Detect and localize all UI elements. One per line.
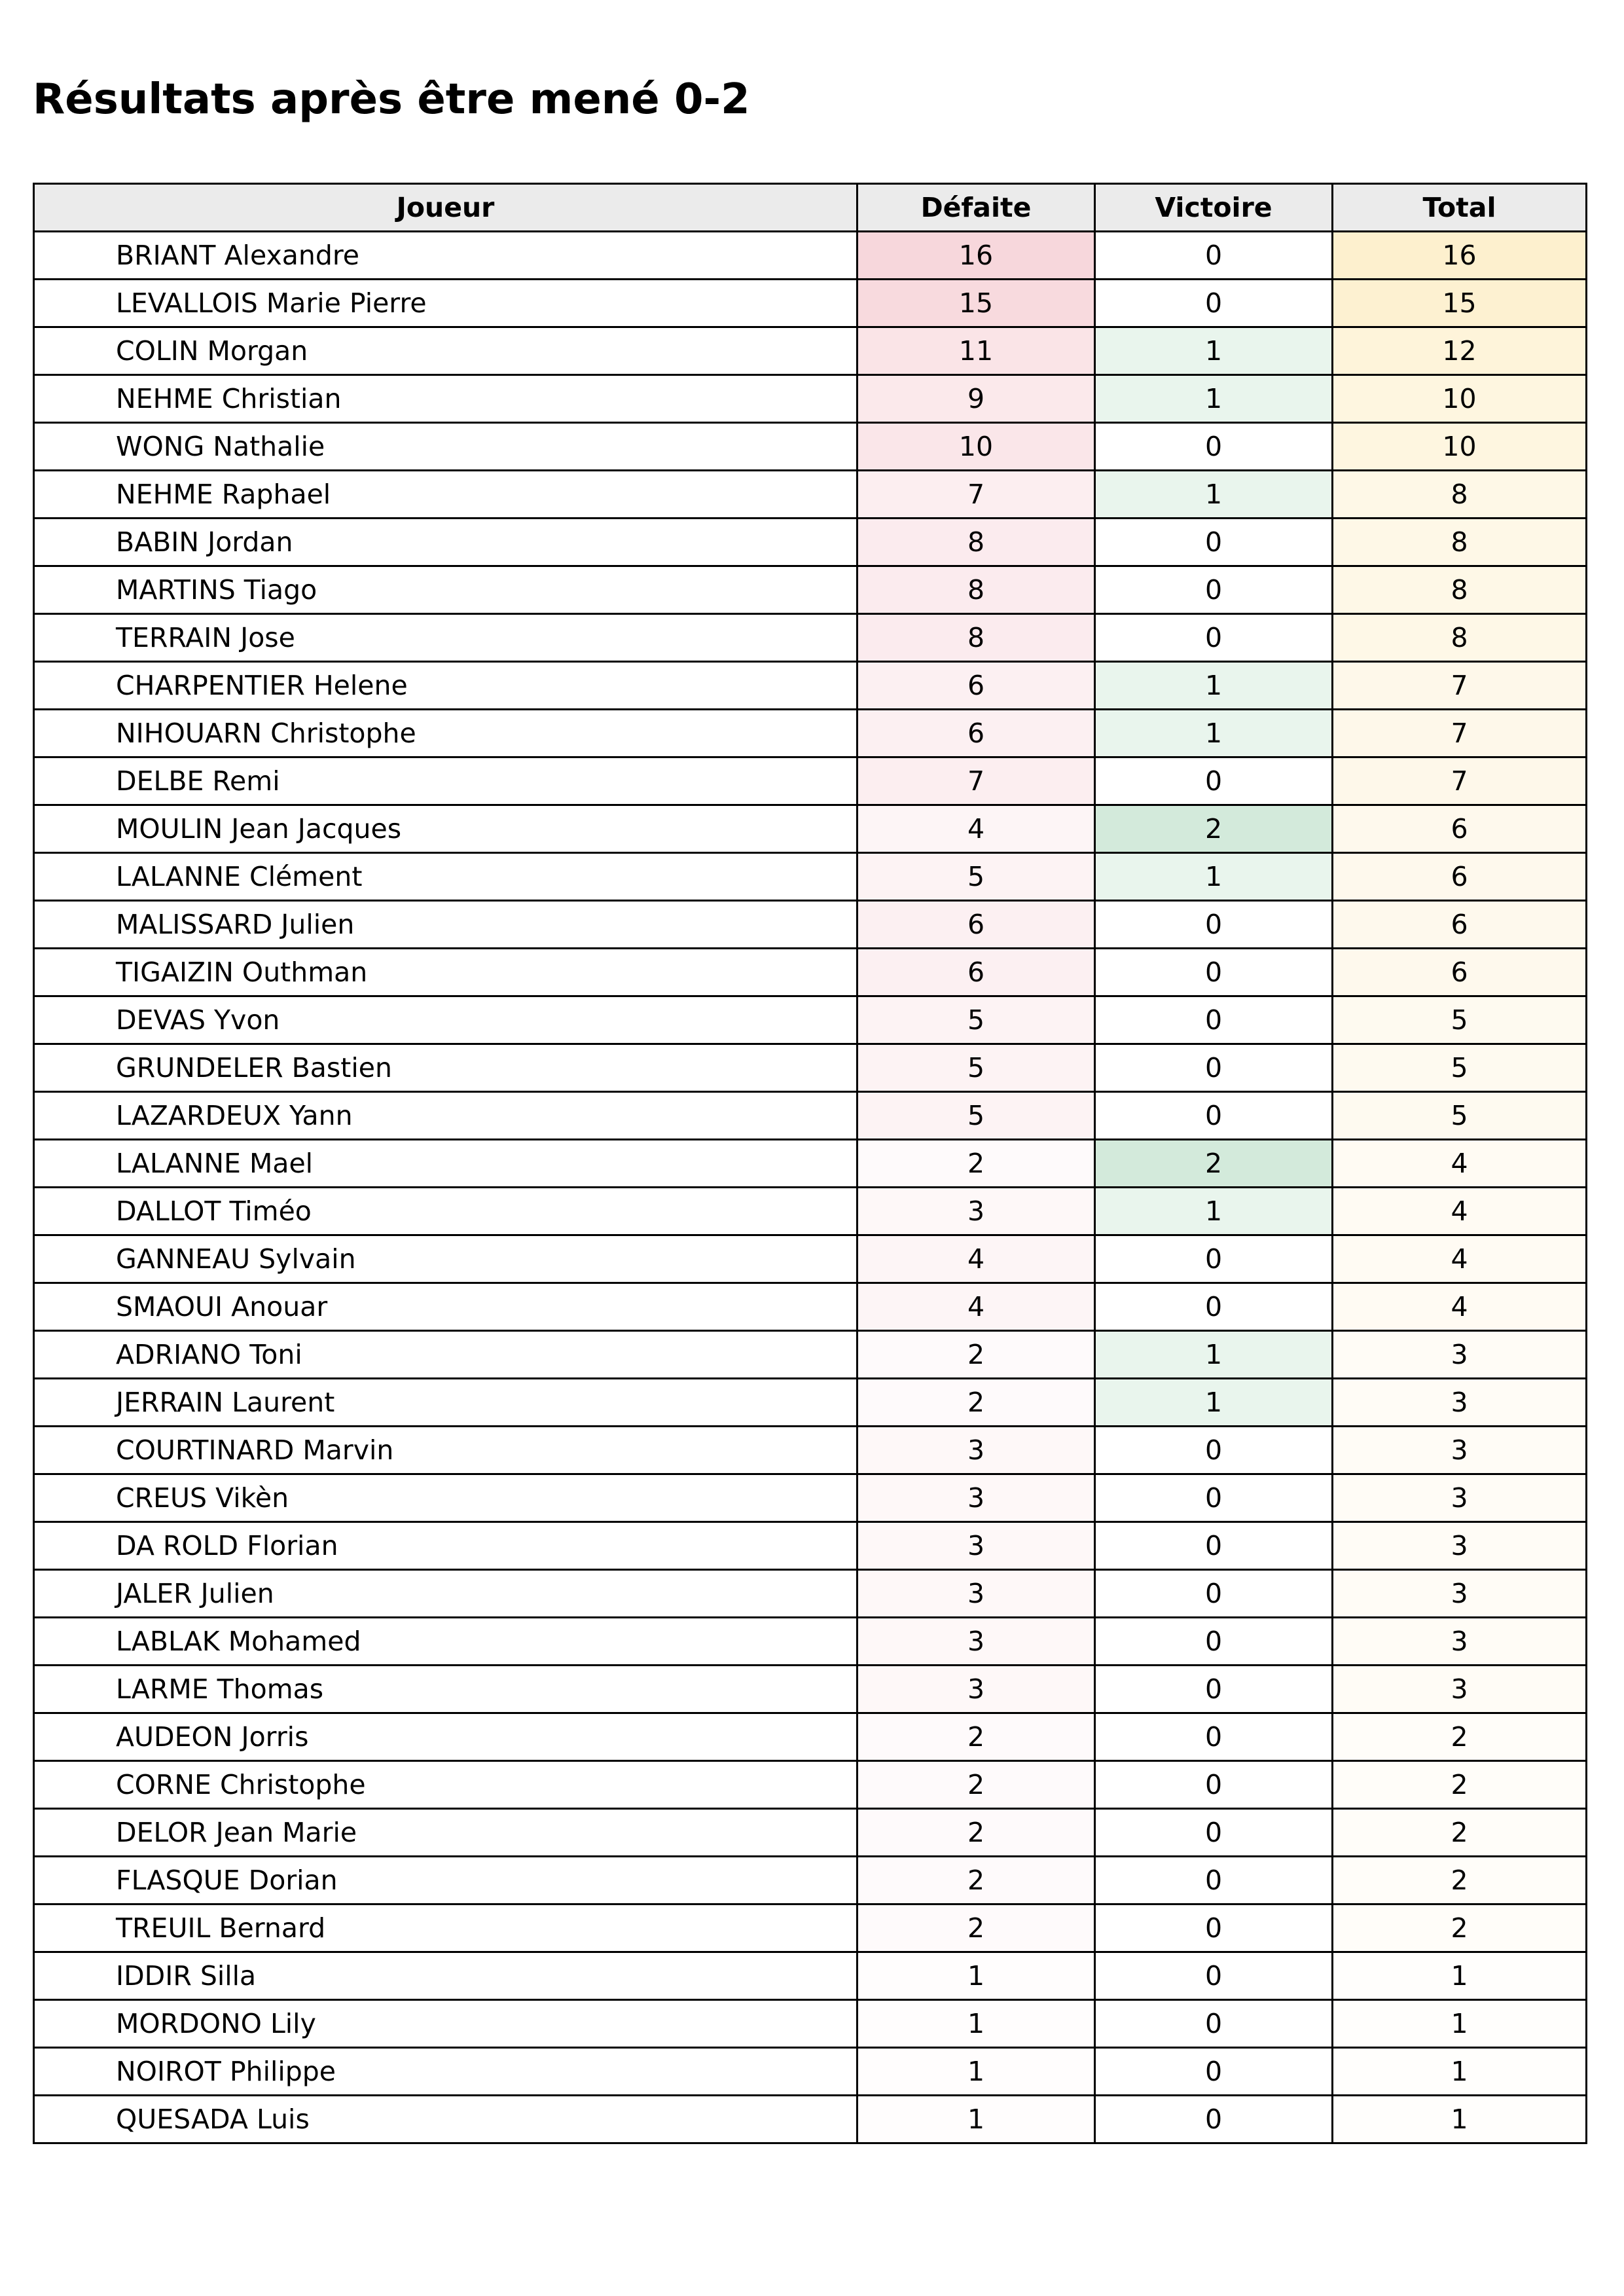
player-name-cell: LALANNE Clément	[34, 853, 857, 901]
defaite-cell: 2	[857, 1331, 1095, 1379]
table-row	[34, 2048, 1587, 2096]
table-row	[34, 2000, 1587, 2048]
table-row	[34, 710, 1587, 757]
total-cell: 7	[1333, 757, 1587, 805]
table-row	[34, 805, 1587, 853]
total-cell: 8	[1333, 614, 1587, 662]
total-cell: 1	[1333, 2096, 1587, 2143]
victoire-cell: 0	[1095, 1522, 1333, 1570]
table-row	[34, 1235, 1587, 1283]
table-row	[34, 614, 1587, 662]
victoire-cell: 0	[1095, 614, 1333, 662]
defaite-cell: 2	[857, 1809, 1095, 1857]
total-cell: 3	[1333, 1666, 1587, 1713]
total-cell: 12	[1333, 327, 1587, 375]
defaite-cell: 3	[857, 1522, 1095, 1570]
victoire-cell: 0	[1095, 1857, 1333, 1904]
total-cell: 5	[1333, 1092, 1587, 1140]
table-row	[34, 1092, 1587, 1140]
defaite-cell: 3	[857, 1666, 1095, 1713]
table-row	[34, 1666, 1587, 1713]
table-row	[34, 1809, 1587, 1857]
victoire-cell: 0	[1095, 566, 1333, 614]
defaite-cell: 1	[857, 2000, 1095, 2048]
player-name-cell: DEVAS Yvon	[34, 996, 857, 1044]
table-row	[34, 1618, 1587, 1666]
defaite-cell: 4	[857, 805, 1095, 853]
defaite-cell: 8	[857, 566, 1095, 614]
column-header-defaite: Défaite	[857, 184, 1095, 232]
player-name-cell: MOULIN Jean Jacques	[34, 805, 857, 853]
player-name-cell: JERRAIN Laurent	[34, 1379, 857, 1427]
total-cell: 7	[1333, 662, 1587, 710]
defaite-cell: 2	[857, 1713, 1095, 1761]
defaite-cell: 16	[857, 232, 1095, 280]
player-name-cell: NEHME Christian	[34, 375, 857, 423]
table-row	[34, 1904, 1587, 1952]
defaite-cell: 1	[857, 2096, 1095, 2143]
victoire-cell: 0	[1095, 1904, 1333, 1952]
table-row	[34, 1379, 1587, 1427]
player-name-cell: MARTINS Tiago	[34, 566, 857, 614]
victoire-cell: 0	[1095, 280, 1333, 327]
defaite-cell: 2	[857, 1379, 1095, 1427]
table-row	[34, 1331, 1587, 1379]
table-row	[34, 1522, 1587, 1570]
victoire-cell: 0	[1095, 1666, 1333, 1713]
table-row	[34, 1474, 1587, 1522]
table-row	[34, 327, 1587, 375]
defaite-cell: 9	[857, 375, 1095, 423]
table-row	[34, 1283, 1587, 1331]
player-name-cell: BRIANT Alexandre	[34, 232, 857, 280]
total-cell: 3	[1333, 1474, 1587, 1522]
total-cell: 8	[1333, 471, 1587, 519]
table-row	[34, 2096, 1587, 2143]
table-header	[34, 184, 1587, 232]
player-name-cell: IDDIR Silla	[34, 1952, 857, 2000]
table-row	[34, 1952, 1587, 2000]
victoire-cell: 0	[1095, 2048, 1333, 2096]
defaite-cell: 5	[857, 1044, 1095, 1092]
victoire-cell: 0	[1095, 1044, 1333, 1092]
victoire-cell: 0	[1095, 519, 1333, 566]
total-cell: 16	[1333, 232, 1587, 280]
victoire-cell: 0	[1095, 1092, 1333, 1140]
defaite-cell: 6	[857, 710, 1095, 757]
victoire-cell: 1	[1095, 471, 1333, 519]
total-cell: 8	[1333, 519, 1587, 566]
defaite-cell: 2	[857, 1140, 1095, 1188]
victoire-cell: 0	[1095, 949, 1333, 996]
victoire-cell: 1	[1095, 1188, 1333, 1235]
victoire-cell: 2	[1095, 805, 1333, 853]
table-row	[34, 1713, 1587, 1761]
defaite-cell: 1	[857, 2048, 1095, 2096]
table-row	[34, 280, 1587, 327]
player-name-cell: BABIN Jordan	[34, 519, 857, 566]
defaite-cell: 3	[857, 1188, 1095, 1235]
defaite-cell: 5	[857, 1092, 1095, 1140]
victoire-cell: 0	[1095, 2096, 1333, 2143]
player-name-cell: NOIROT Philippe	[34, 2048, 857, 2096]
defaite-cell: 8	[857, 519, 1095, 566]
victoire-cell: 0	[1095, 1761, 1333, 1809]
player-name-cell: LABLAK Mohamed	[34, 1618, 857, 1666]
player-name-cell: JALER Julien	[34, 1570, 857, 1618]
table-row	[34, 1188, 1587, 1235]
victoire-cell: 0	[1095, 232, 1333, 280]
table-row	[34, 1857, 1587, 1904]
defaite-cell: 4	[857, 1235, 1095, 1283]
total-cell: 3	[1333, 1618, 1587, 1666]
player-name-cell: MORDONO Lily	[34, 2000, 857, 2048]
victoire-cell: 1	[1095, 1331, 1333, 1379]
defaite-cell: 2	[857, 1904, 1095, 1952]
total-cell: 1	[1333, 2000, 1587, 2048]
victoire-cell: 0	[1095, 996, 1333, 1044]
player-name-cell: GANNEAU Sylvain	[34, 1235, 857, 1283]
victoire-cell: 0	[1095, 1713, 1333, 1761]
player-name-cell: ADRIANO Toni	[34, 1331, 857, 1379]
defaite-cell: 7	[857, 757, 1095, 805]
player-name-cell: MALISSARD Julien	[34, 901, 857, 949]
defaite-cell: 11	[857, 327, 1095, 375]
defaite-cell: 3	[857, 1618, 1095, 1666]
player-name-cell: FLASQUE Dorian	[34, 1857, 857, 1904]
total-cell: 8	[1333, 566, 1587, 614]
player-name-cell: DA ROLD Florian	[34, 1522, 857, 1570]
results-table	[33, 183, 1587, 2144]
table-row	[34, 423, 1587, 471]
defaite-cell: 6	[857, 949, 1095, 996]
player-name-cell: QUESADA Luis	[34, 2096, 857, 2143]
player-name-cell: NEHME Raphael	[34, 471, 857, 519]
table-row	[34, 1761, 1587, 1809]
defaite-cell: 1	[857, 1952, 1095, 2000]
table-row	[34, 232, 1587, 280]
victoire-cell: 0	[1095, 1427, 1333, 1474]
victoire-cell: 0	[1095, 1618, 1333, 1666]
total-cell: 1	[1333, 2048, 1587, 2096]
total-cell: 6	[1333, 805, 1587, 853]
defaite-cell: 4	[857, 1283, 1095, 1331]
defaite-cell: 6	[857, 662, 1095, 710]
defaite-cell: 6	[857, 901, 1095, 949]
table-row	[34, 1140, 1587, 1188]
player-name-cell: CHARPENTIER Helene	[34, 662, 857, 710]
victoire-cell: 0	[1095, 901, 1333, 949]
defaite-cell: 5	[857, 996, 1095, 1044]
page-title: Résultats après être mené 0-2	[33, 75, 750, 124]
player-name-cell: LARME Thomas	[34, 1666, 857, 1713]
table-row	[34, 949, 1587, 996]
victoire-cell: 1	[1095, 853, 1333, 901]
total-cell: 4	[1333, 1283, 1587, 1331]
defaite-cell: 3	[857, 1570, 1095, 1618]
column-header-victoire: Victoire	[1095, 184, 1333, 232]
total-cell: 4	[1333, 1235, 1587, 1283]
victoire-cell: 1	[1095, 662, 1333, 710]
victoire-cell: 1	[1095, 1379, 1333, 1427]
player-name-cell: DELOR Jean Marie	[34, 1809, 857, 1857]
player-name-cell: COLIN Morgan	[34, 327, 857, 375]
table-row	[34, 471, 1587, 519]
victoire-cell: 0	[1095, 423, 1333, 471]
total-cell: 3	[1333, 1379, 1587, 1427]
defaite-cell: 2	[857, 1761, 1095, 1809]
total-cell: 6	[1333, 901, 1587, 949]
victoire-cell: 0	[1095, 1952, 1333, 2000]
total-cell: 3	[1333, 1570, 1587, 1618]
victoire-cell: 0	[1095, 1809, 1333, 1857]
defaite-cell: 15	[857, 280, 1095, 327]
player-name-cell: CREUS Vikèn	[34, 1474, 857, 1522]
table-body	[34, 232, 1587, 2143]
table-row	[34, 1427, 1587, 1474]
player-name-cell: CORNE Christophe	[34, 1761, 857, 1809]
total-cell: 2	[1333, 1713, 1587, 1761]
total-cell: 2	[1333, 1809, 1587, 1857]
victoire-cell: 0	[1095, 2000, 1333, 2048]
victoire-cell: 0	[1095, 757, 1333, 805]
total-cell: 3	[1333, 1522, 1587, 1570]
player-name-cell: COURTINARD Marvin	[34, 1427, 857, 1474]
victoire-cell: 1	[1095, 710, 1333, 757]
player-name-cell: TERRAIN Jose	[34, 614, 857, 662]
total-cell: 15	[1333, 280, 1587, 327]
player-name-cell: WONG Nathalie	[34, 423, 857, 471]
table-row	[34, 375, 1587, 423]
total-cell: 3	[1333, 1427, 1587, 1474]
table-row	[34, 662, 1587, 710]
total-cell: 4	[1333, 1188, 1587, 1235]
table-row	[34, 566, 1587, 614]
player-name-cell: GRUNDELER Bastien	[34, 1044, 857, 1092]
victoire-cell: 1	[1095, 375, 1333, 423]
total-cell: 10	[1333, 423, 1587, 471]
total-cell: 5	[1333, 1044, 1587, 1092]
player-name-cell: LALANNE Mael	[34, 1140, 857, 1188]
total-cell: 2	[1333, 1904, 1587, 1952]
column-header-joueur: Joueur	[34, 184, 857, 232]
defaite-cell: 7	[857, 471, 1095, 519]
defaite-cell: 2	[857, 1857, 1095, 1904]
total-cell: 7	[1333, 710, 1587, 757]
victoire-cell: 0	[1095, 1570, 1333, 1618]
total-cell: 4	[1333, 1140, 1587, 1188]
defaite-cell: 8	[857, 614, 1095, 662]
header-row	[34, 184, 1587, 232]
victoire-cell: 1	[1095, 327, 1333, 375]
player-name-cell: DALLOT Timéo	[34, 1188, 857, 1235]
total-cell: 6	[1333, 853, 1587, 901]
victoire-cell: 0	[1095, 1474, 1333, 1522]
table-row	[34, 996, 1587, 1044]
victoire-cell: 2	[1095, 1140, 1333, 1188]
table-row	[34, 757, 1587, 805]
player-name-cell: TIGAIZIN Outhman	[34, 949, 857, 996]
defaite-cell: 10	[857, 423, 1095, 471]
column-header-total: Total	[1333, 184, 1587, 232]
victoire-cell: 0	[1095, 1283, 1333, 1331]
defaite-cell: 5	[857, 853, 1095, 901]
total-cell: 2	[1333, 1857, 1587, 1904]
player-name-cell: NIHOUARN Christophe	[34, 710, 857, 757]
defaite-cell: 3	[857, 1474, 1095, 1522]
table-row	[34, 853, 1587, 901]
table-row	[34, 519, 1587, 566]
victoire-cell: 0	[1095, 1235, 1333, 1283]
player-name-cell: LAZARDEUX Yann	[34, 1092, 857, 1140]
table-row	[34, 901, 1587, 949]
player-name-cell: LEVALLOIS Marie Pierre	[34, 280, 857, 327]
total-cell: 10	[1333, 375, 1587, 423]
total-cell: 6	[1333, 949, 1587, 996]
player-name-cell: SMAOUI Anouar	[34, 1283, 857, 1331]
player-name-cell: AUDEON Jorris	[34, 1713, 857, 1761]
total-cell: 5	[1333, 996, 1587, 1044]
total-cell: 2	[1333, 1761, 1587, 1809]
player-name-cell: TREUIL Bernard	[34, 1904, 857, 1952]
total-cell: 3	[1333, 1331, 1587, 1379]
defaite-cell: 3	[857, 1427, 1095, 1474]
table-row	[34, 1044, 1587, 1092]
player-name-cell: DELBE Remi	[34, 757, 857, 805]
total-cell: 1	[1333, 1952, 1587, 2000]
table-row	[34, 1570, 1587, 1618]
